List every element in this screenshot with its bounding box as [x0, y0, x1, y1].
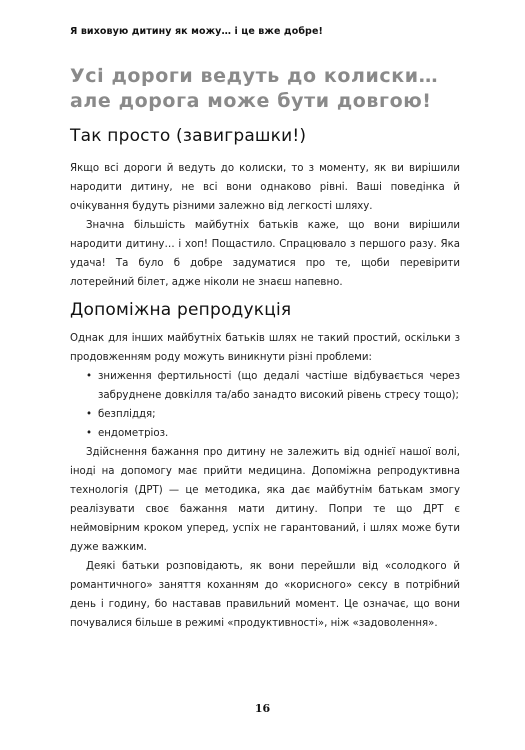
section-easy: [70, 126, 460, 292]
bullet-marker: •: [86, 409, 93, 420]
section-heading: Допоміжна репродукція: [70, 300, 292, 320]
list-item: [70, 405, 460, 424]
list-item: [70, 424, 460, 443]
list-item: [70, 367, 460, 405]
list-item-text: зниження фертильності (що дедалі частіше відбувається через забруднене довкілля та/або занадто високий рівень стресу тощо);: [98, 371, 460, 401]
paragraph: Значна більшість майбутніх батьків каже, що вони вирішили народити дитину… і хоп! Пощастило. Спрацювало з першого разу. Яка удача! Та було б добре задуматися про те, щоби перевірити лотерейний білет, адже ніколи не знаєш напевно.: [70, 220, 460, 288]
paragraph: Здійснення бажання про дитину не залежить від однієї нашої волі, іноді на допомогу має прийти медицина. Допоміжна репродуктивна технологія (ДРТ) — це методика, яка дає майбутнім батькам змогу реалізувати своє бажання мати дитину. Попри те що ДРТ є неймовірним кроком уперед, успіх не гарантований, і шлях може бути дуже важким.: [70, 447, 460, 553]
page-number: 16: [254, 702, 271, 715]
bullet-marker: •: [86, 371, 93, 382]
bullet-marker: •: [86, 428, 93, 439]
section-assisted-reproduction: [70, 300, 460, 633]
chapter-title-line-1: Усі дороги ведуть до колиски…: [70, 65, 439, 87]
list-item-text: безпліддя;: [98, 409, 156, 420]
running-head: Я виховую дитину як можу… і це вже добре!: [70, 26, 323, 37]
chapter-title: [70, 64, 470, 114]
chapter-title-line-2: але дорога може бути довгою!: [70, 90, 432, 112]
paragraph: Однак для інших майбутніх батьків шлях не такий простий, оскільки з продовженням роду можуть виникнути різні проблеми:: [70, 333, 460, 363]
section-heading: Так просто (завиграшки!): [70, 126, 307, 146]
list-item-text: ендометріоз.: [98, 428, 169, 439]
paragraph: Якщо всі дороги й ведуть до колиски, то з моменту, як ви вирішили народити дитину, не всі вони однаково рівні. Ваші поведінка й очікування будуть різними залежно від легкості шляху.: [70, 163, 460, 212]
paragraph: Деякі батьки розповідають, як вони перейшли від «солодкого й романтичного» заняття коханням до «корисного» сексу в потрібний день і годину, бо наставав правильний момент. Це означає, що вони почувалися більше в режимі «продуктивності», ніж «задоволення».: [70, 561, 460, 629]
